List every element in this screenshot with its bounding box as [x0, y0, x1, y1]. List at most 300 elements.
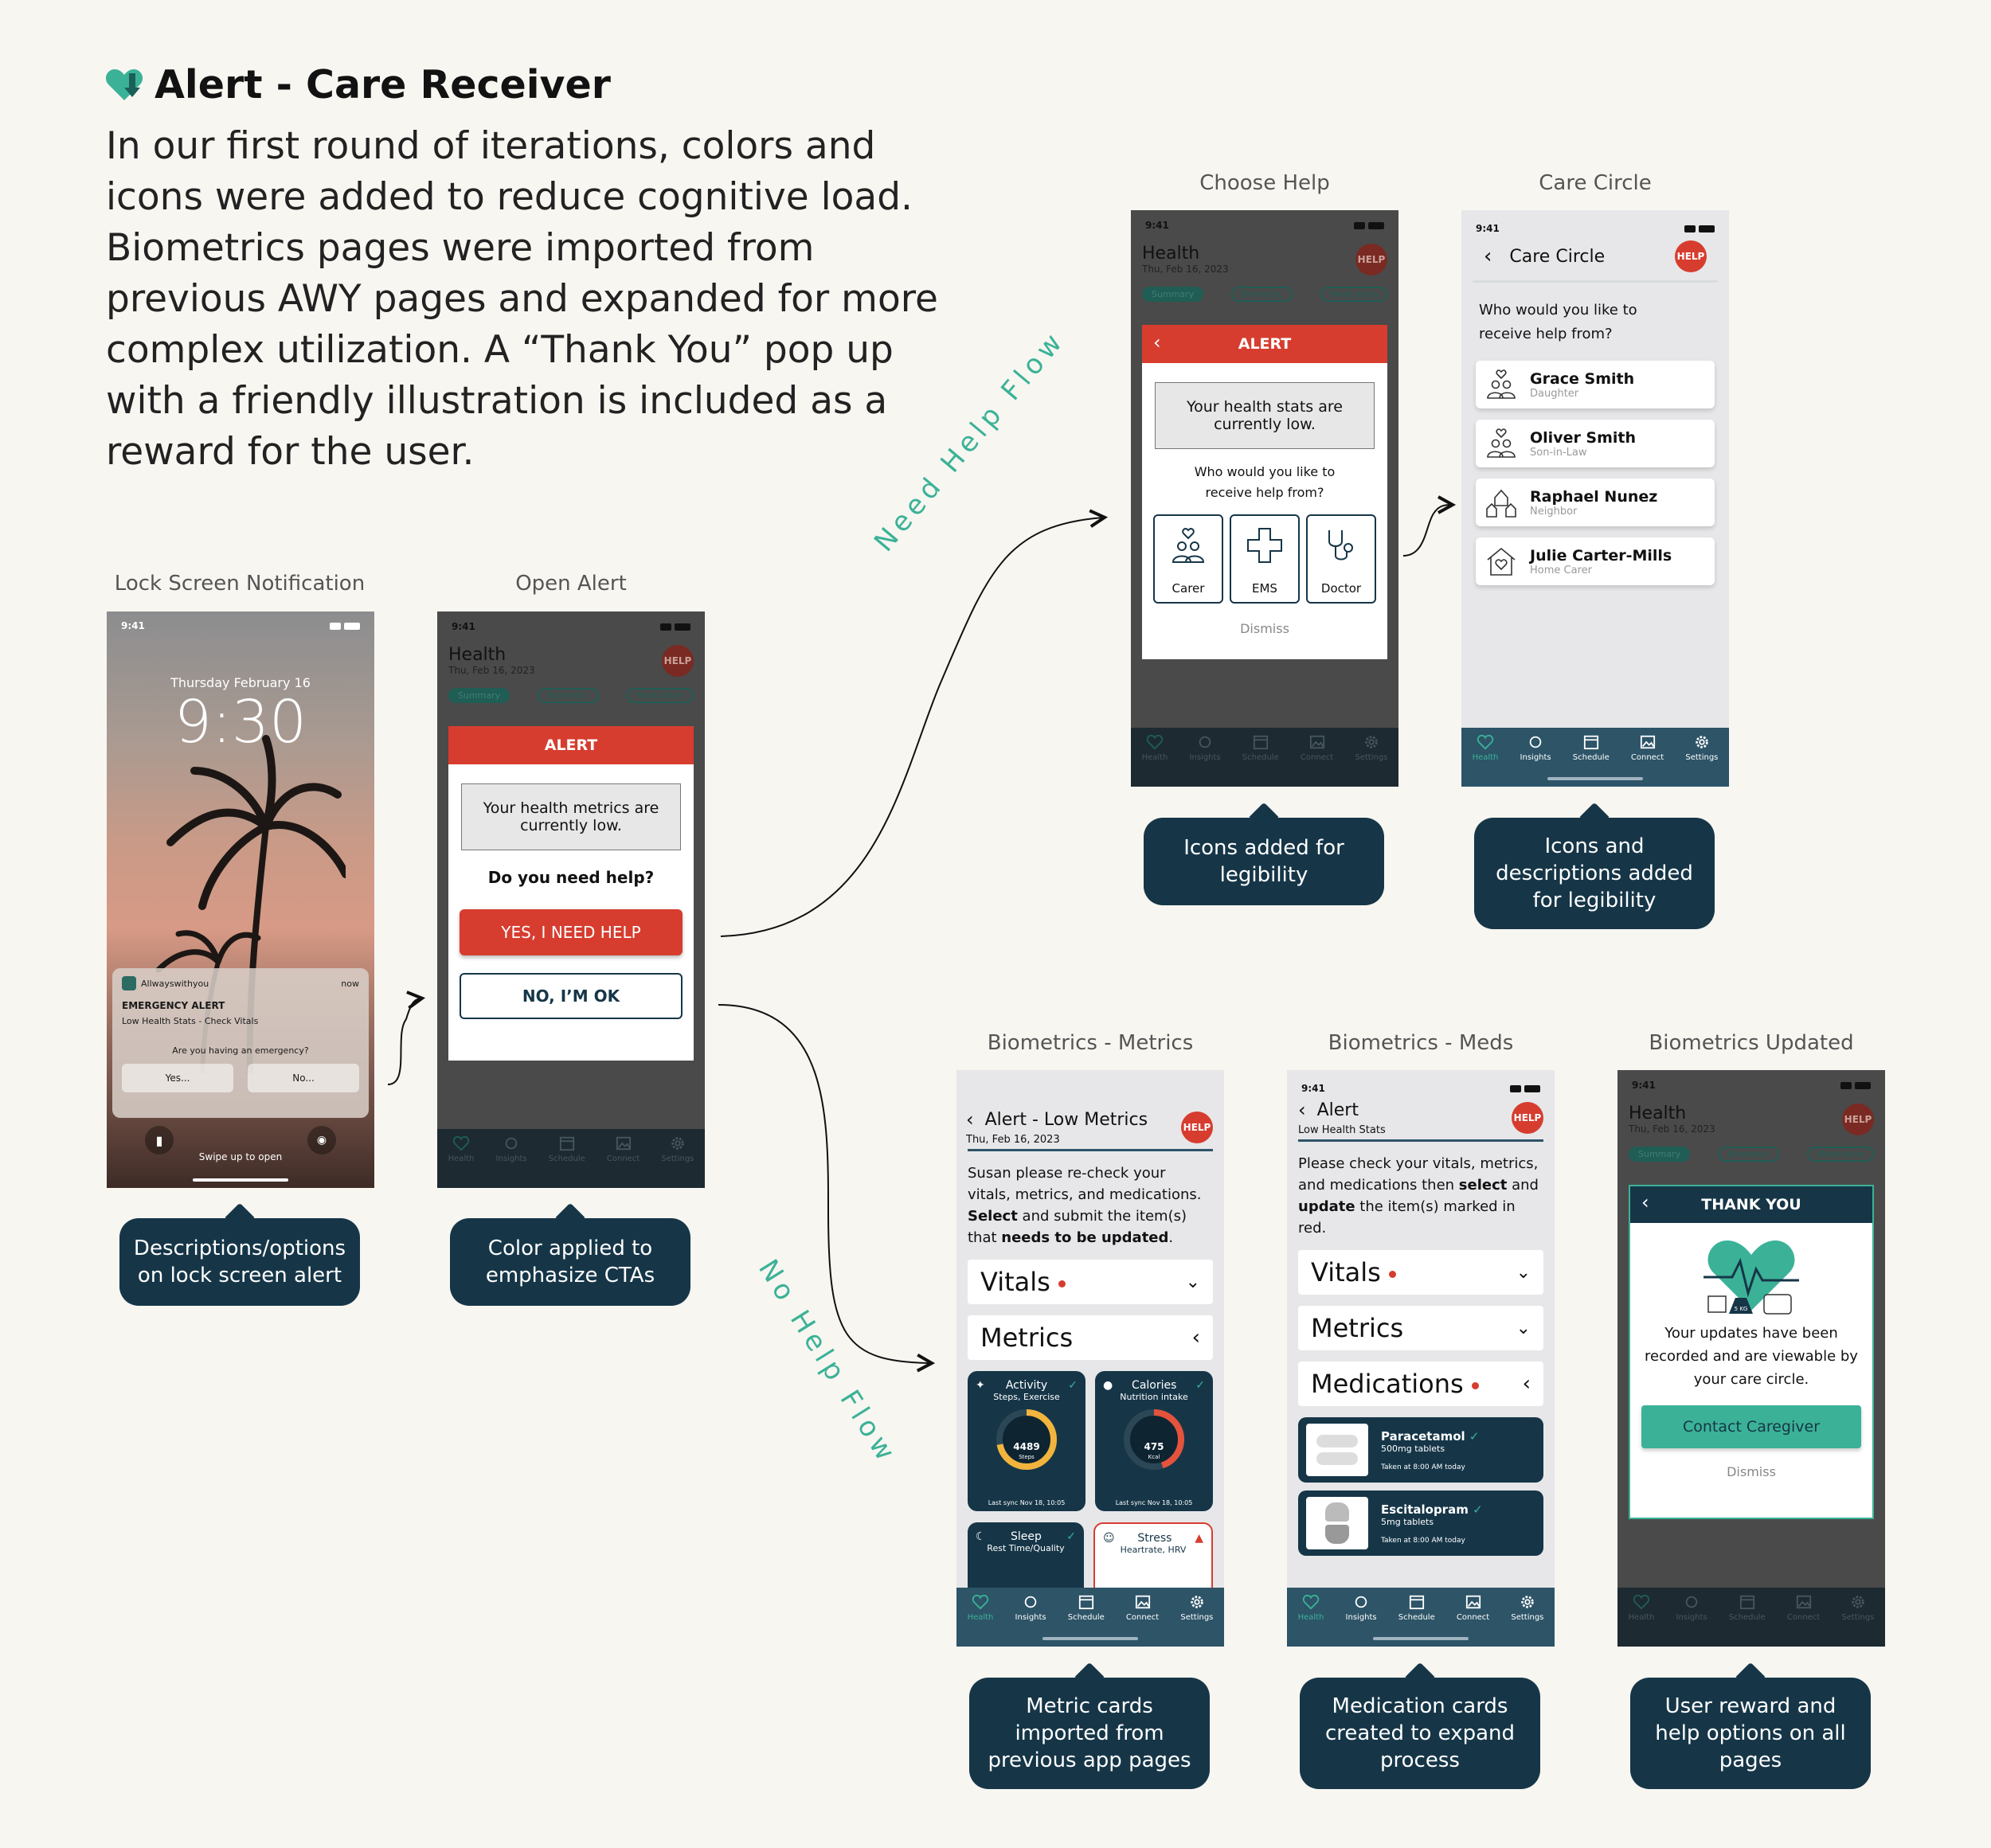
tab-label: Connect: [1786, 1613, 1821, 1622]
metric-name: Activity: [1005, 1379, 1048, 1392]
gear-icon: [1849, 1594, 1867, 1610]
status-icons: [330, 623, 360, 630]
message-bold: update: [1298, 1198, 1355, 1215]
tab-bar: [437, 1129, 705, 1188]
med-taken: Taken at 8:00 AM today: [1381, 1536, 1465, 1545]
health-date: Thu, Feb 16, 2023: [1142, 264, 1229, 275]
meds-message: [1287, 1142, 1555, 1250]
status-time: 9:41: [1301, 1083, 1325, 1094]
need-help-flow-label: Need Help Flow: [868, 324, 1072, 558]
image-icon: [1639, 734, 1657, 750]
choose-help-callout: Icons added for legibility: [1144, 818, 1384, 905]
metric-sync: Last sync Nov 18, 10:05: [1115, 1499, 1193, 1506]
tab-connect[interactable]: [607, 1135, 640, 1163]
emergency-notification[interactable]: [112, 968, 369, 1118]
tab-schedule[interactable]: [549, 1135, 585, 1163]
health-date: Thu, Feb 16, 2023: [1629, 1123, 1715, 1135]
vitals-accordion[interactable]: [968, 1260, 1213, 1304]
gear-icon: [669, 1135, 686, 1151]
tab-health[interactable]: [1142, 734, 1168, 762]
tab-schedule[interactable]: [1573, 734, 1610, 762]
camera-icon[interactable]: ◉: [307, 1126, 336, 1155]
tab-settings[interactable]: [1841, 1594, 1874, 1622]
tab-pills: [1617, 1135, 1885, 1162]
tab-label: Schedule: [548, 1155, 585, 1163]
metrics-date: Thu, Feb 16, 2023: [966, 1134, 1060, 1146]
help-button[interactable]: HELP: [1512, 1102, 1543, 1134]
people-icon: [1485, 369, 1517, 400]
health-title: Health: [1629, 1104, 1687, 1123]
alert-dot: [1058, 1280, 1066, 1287]
meds-phone: [1287, 1070, 1555, 1647]
choose-help-modal: [1142, 325, 1387, 659]
pill-biometric[interactable]: Biometric: [1231, 287, 1293, 302]
pill-capsule-image: [1306, 1497, 1368, 1549]
lock-clock: 9:30: [174, 688, 307, 756]
person-name: Julie Carter-Mills: [1530, 546, 1672, 565]
pill-medication[interactable]: Medication: [1807, 1147, 1874, 1162]
tab-pills: [1131, 275, 1398, 302]
pill-biometric[interactable]: Biometric: [1718, 1147, 1779, 1162]
person-role: Neighbor: [1530, 505, 1578, 518]
pill-summary[interactable]: Summary: [448, 688, 510, 703]
back-chevron-icon[interactable]: ‹: [1484, 244, 1492, 268]
message-text: the item(s) marked in red.: [1298, 1198, 1516, 1237]
tab-schedule[interactable]: [1242, 734, 1279, 762]
open-alert-phone: [437, 611, 705, 1188]
lock-screen-phone: [107, 611, 374, 1188]
lock-screen-title: Lock Screen Notification: [114, 572, 366, 596]
health-title: Health: [448, 645, 507, 665]
status-icons: [1840, 1082, 1871, 1089]
metrics-message: [956, 1151, 1224, 1260]
page-title: Alert - Care Receiver: [155, 62, 611, 107]
metrics-accordion[interactable]: [968, 1315, 1213, 1360]
message-bold: Select: [968, 1208, 1018, 1225]
message-text: Please check your vitals, metrics, and medications then: [1298, 1155, 1539, 1194]
dismiss-link[interactable]: Dismiss: [1727, 1464, 1776, 1479]
calendar-icon: [1078, 1594, 1095, 1610]
gear-icon: [1188, 1594, 1206, 1610]
tab-insights[interactable]: [1676, 1594, 1707, 1622]
pill-summary[interactable]: Summary: [1629, 1147, 1690, 1162]
help-button[interactable]: HELP: [1181, 1112, 1213, 1143]
metrics-phone: [956, 1070, 1224, 1647]
tab-schedule[interactable]: [1729, 1594, 1766, 1622]
check-icon: ✓: [1195, 1379, 1205, 1392]
alert-modal: [448, 726, 694, 1061]
metric-unit: Steps: [1019, 1454, 1035, 1460]
tab-settings[interactable]: [661, 1135, 694, 1163]
thank-you-modal: [1629, 1185, 1874, 1519]
care-person-card[interactable]: [1476, 420, 1715, 467]
tab-settings[interactable]: [1180, 1594, 1213, 1622]
intro-paragraph: In our first round of iterations, colors and icons were added to reduce cognitive load. Biometrics pages were imported from previous AWY pages and expanded for more complex utilization. A “Thank You” pop up with a friendly illustration is included as a reward for the user.: [106, 124, 938, 474]
calories-ring: [1120, 1405, 1188, 1474]
metrics-callout: Metric cards imported from previous app pages: [969, 1678, 1210, 1789]
heart-icon: [1633, 1594, 1650, 1610]
med-dose: 500mg tablets: [1381, 1443, 1445, 1454]
tab-label: Schedule: [1242, 753, 1279, 762]
accordion-label: Metrics: [980, 1323, 1074, 1353]
care-circle-heading: Care Circle: [1509, 246, 1606, 267]
metrics-accordion[interactable]: [1298, 1306, 1543, 1350]
med-dose: 5mg tablets: [1381, 1516, 1434, 1527]
chevron-down-icon: ⌄: [1516, 1262, 1531, 1283]
tab-label: Insights: [1189, 753, 1221, 762]
smiley-icon: ☺: [1103, 1532, 1115, 1545]
tab-health[interactable]: [1629, 1594, 1655, 1622]
connector-no-help: [718, 1005, 930, 1363]
thank-you-header: THANK YOU: [1701, 1196, 1801, 1213]
calendar-icon: [1582, 734, 1600, 750]
insights-icon: [503, 1135, 520, 1151]
med-taken: Taken at 8:00 AM today: [1381, 1463, 1465, 1471]
heart-scale-illustration: [1696, 1234, 1807, 1322]
status-icons: [1354, 222, 1384, 229]
med-name: Escitalopram: [1381, 1502, 1469, 1517]
check-icon: ✓: [1469, 1428, 1480, 1444]
person-name: Grace Smith: [1530, 369, 1635, 388]
scale-label: 5 KG: [1734, 1306, 1748, 1312]
heart-icon: [972, 1594, 989, 1610]
tab-bar: [1131, 728, 1398, 787]
swipe-hint: Swipe up to open: [198, 1151, 283, 1162]
app-icon: [122, 976, 136, 990]
tab-label: Health: [448, 1155, 475, 1163]
care-person-card[interactable]: [1476, 537, 1715, 585]
chevron-down-icon: ⌄: [1185, 1272, 1200, 1292]
tab-connect[interactable]: [1457, 1594, 1489, 1622]
status-time: 9:41: [1476, 223, 1500, 234]
health-date: Thu, Feb 16, 2023: [448, 665, 535, 676]
lock-date: Thursday February 16: [170, 675, 311, 690]
home-indicator[interactable]: [193, 1178, 288, 1182]
calendar-icon: [1739, 1594, 1756, 1610]
option-label: Doctor: [1320, 581, 1362, 596]
image-icon: [1134, 1594, 1152, 1610]
med-name: Paracetamol: [1381, 1428, 1465, 1444]
pill-summary[interactable]: Summary: [1142, 287, 1203, 302]
no-help-flow-label: No Help Flow: [752, 1254, 904, 1471]
accordion-label: Medications: [1311, 1369, 1464, 1399]
tab-schedule[interactable]: [1068, 1594, 1105, 1622]
alert-dot: [1389, 1271, 1396, 1278]
metric-name: Calories: [1132, 1379, 1177, 1392]
metric-value: 475: [1144, 1441, 1164, 1452]
medications-accordion[interactable]: [1298, 1362, 1543, 1406]
vitals-accordion[interactable]: [1298, 1250, 1543, 1295]
message-text: .: [1168, 1229, 1174, 1246]
notification-yes-button[interactable]: Yes...: [122, 1064, 233, 1092]
tab-health[interactable]: [1298, 1594, 1324, 1622]
tab-label: Health: [1141, 753, 1168, 762]
tab-label: Health: [967, 1613, 994, 1622]
choose-help-title: Choose Help: [1199, 171, 1330, 195]
back-chevron-icon[interactable]: ‹: [1641, 1191, 1649, 1213]
image-icon: [1465, 1594, 1482, 1610]
notification-headline: EMERGENCY ALERT: [122, 1000, 225, 1011]
tab-label: Connect: [1300, 753, 1334, 762]
dismiss-link[interactable]: Dismiss: [1240, 621, 1289, 636]
open-alert-callout: Color applied to emphasize CTAs: [450, 1218, 690, 1306]
lock-screen-callout: Descriptions/options on lock screen alert: [119, 1218, 360, 1306]
home-indicator[interactable]: [1547, 777, 1643, 780]
check-icon: ✓: [1066, 1530, 1076, 1543]
notification-time: now: [341, 978, 359, 989]
status-icons: [1684, 225, 1715, 232]
alert-header-bar: [1142, 325, 1387, 363]
tab-label: Settings: [1355, 753, 1388, 762]
notification-app-name: Allwayswithyou: [141, 978, 209, 989]
insights-icon: [1683, 1594, 1700, 1610]
check-icon: ✓: [1068, 1379, 1078, 1392]
care-circle-phone: [1461, 210, 1729, 787]
carer-option-button[interactable]: [1153, 514, 1223, 604]
tab-insights[interactable]: [1190, 734, 1221, 762]
gear-icon: [1693, 734, 1711, 750]
metric-value: 4489: [1013, 1441, 1040, 1452]
home-indicator[interactable]: [1042, 1637, 1138, 1640]
tab-label: Settings: [1685, 753, 1719, 762]
yes-need-help-button[interactable]: YES, I NEED HELP: [460, 909, 683, 955]
flashlight-icon[interactable]: ▮: [145, 1126, 174, 1155]
calendar-icon: [1252, 734, 1269, 750]
notification-no-button[interactable]: No...: [248, 1064, 359, 1092]
accordion-label: Vitals: [1311, 1257, 1381, 1287]
message-bold: select: [1458, 1177, 1508, 1194]
care-circle-callout: Icons and descriptions added for legibility: [1474, 818, 1715, 929]
tab-label: Schedule: [1572, 753, 1610, 762]
metric-sub: Steps, Exercise: [993, 1392, 1060, 1402]
activity-ring: [992, 1405, 1061, 1474]
option-label: Carer: [1172, 581, 1205, 596]
meds-subheading: Low Health Stats: [1298, 1124, 1386, 1136]
medication-card[interactable]: [1298, 1417, 1543, 1483]
alert-header: ALERT: [1238, 335, 1292, 353]
help-button[interactable]: HELP: [1842, 1104, 1874, 1135]
updated-callout: User reward and help options on all pages: [1630, 1678, 1871, 1789]
activity-icon: ✦: [976, 1379, 985, 1392]
pill-medication[interactable]: Medication: [627, 688, 694, 703]
tab-health[interactable]: [448, 1135, 475, 1163]
status-time: 9:41: [121, 620, 145, 631]
metric-sync: Last sync Nov 18, 10:05: [988, 1499, 1066, 1506]
insights-icon: [1527, 734, 1544, 750]
meds-title: Biometrics - Meds: [1328, 1031, 1514, 1055]
person-name: Oliver Smith: [1530, 428, 1637, 447]
thank-you-header-bar: [1630, 1186, 1872, 1223]
activity-card[interactable]: [968, 1371, 1085, 1511]
tab-label: Schedule: [1398, 1613, 1435, 1622]
status-icons: [660, 623, 690, 631]
neighborhood-icon: [1485, 486, 1517, 518]
medication-card[interactable]: [1298, 1491, 1543, 1556]
metric-card-row: [956, 1371, 1224, 1511]
doctor-option-button[interactable]: [1306, 514, 1376, 604]
metric-name: Sleep: [1010, 1530, 1042, 1543]
thank-you-message: Your updates have been recorded and are viewable by your care circle.: [1645, 1325, 1858, 1388]
tab-label: Settings: [1511, 1613, 1544, 1622]
pill-medication[interactable]: Medication: [1320, 287, 1387, 302]
home-heart-icon: [1485, 545, 1517, 577]
tab-label: Schedule: [1067, 1613, 1105, 1622]
metric-unit: Kcal: [1148, 1454, 1160, 1460]
updated-phone: [1617, 1070, 1885, 1647]
calories-card[interactable]: [1095, 1371, 1213, 1511]
metrics-title: Biometrics - Metrics: [987, 1031, 1194, 1055]
pill-tablets-image: [1306, 1424, 1368, 1476]
gear-icon: [1519, 1594, 1536, 1610]
tab-label: Insights: [495, 1155, 527, 1163]
tab-pills: [437, 677, 705, 703]
person-name: Raphael Nunez: [1530, 487, 1658, 506]
tab-connect[interactable]: [1301, 734, 1333, 762]
tab-insights[interactable]: [1015, 1594, 1046, 1622]
tab-label: Connect: [1125, 1613, 1160, 1622]
insights-icon: [1352, 1594, 1370, 1610]
person-role: Daughter: [1530, 387, 1579, 400]
status-time: 9:41: [1145, 220, 1169, 231]
back-chevron-icon[interactable]: ‹: [1153, 331, 1161, 354]
meds-callout: Medication cards created to expand process: [1300, 1678, 1540, 1789]
heart-icon: [1302, 1594, 1320, 1610]
message-text: and submit the item(s) that: [968, 1208, 1187, 1246]
heart-icon: [1477, 734, 1494, 750]
back-chevron-icon[interactable]: ‹: [966, 1108, 974, 1131]
connector-need-help: [721, 518, 1103, 936]
accordion-label: Vitals: [980, 1267, 1050, 1297]
tab-label: Health: [1628, 1613, 1655, 1622]
tab-label: Health: [1297, 1613, 1324, 1622]
metric-sub: Nutrition intake: [1120, 1392, 1188, 1402]
tab-label: Connect: [1630, 753, 1664, 762]
meds-heading: Alert: [1316, 1100, 1359, 1120]
care-circle-question: Who would you like to receive help from?: [1479, 302, 1637, 342]
person-role: Son-in-Law: [1530, 446, 1587, 459]
tab-insights[interactable]: [496, 1135, 527, 1163]
contact-caregiver-button[interactable]: Contact Caregiver: [1641, 1405, 1861, 1448]
tab-label: Settings: [661, 1155, 694, 1163]
tab-health[interactable]: [1473, 734, 1499, 762]
medical-cross-icon: [1246, 527, 1283, 564]
flame-icon: ●: [1103, 1379, 1113, 1392]
ems-option-button[interactable]: [1230, 514, 1300, 604]
back-chevron-icon[interactable]: ‹: [1298, 1099, 1306, 1121]
care-circle-title: Care Circle: [1539, 171, 1652, 195]
care-person-card[interactable]: [1476, 479, 1715, 526]
alert-message: Your health metrics are currently low.: [461, 783, 681, 850]
connector-choose-to-circle: [1403, 505, 1451, 556]
calendar-icon: [558, 1135, 576, 1151]
heart-icon: [452, 1135, 470, 1151]
tab-settings[interactable]: [1511, 1594, 1543, 1622]
person-role: Home Carer: [1530, 564, 1592, 576]
tab-label: Insights: [1520, 753, 1551, 762]
tab-settings[interactable]: [1355, 734, 1387, 762]
metric-sub: Rest Time/Quality: [987, 1543, 1065, 1553]
pill-biometric[interactable]: Biometric: [538, 688, 599, 703]
moon-icon: ☾: [976, 1530, 986, 1543]
tab-connect[interactable]: [1787, 1594, 1820, 1622]
tab-label: Settings: [1180, 1613, 1214, 1622]
people-icon: [1485, 428, 1517, 459]
alert-question: Who would you like to receive help from?: [1194, 464, 1336, 500]
updated-title: Biometrics Updated: [1649, 1031, 1854, 1055]
no-im-ok-button[interactable]: NO, I’M OK: [460, 973, 683, 1019]
stethoscope-icon: [1323, 527, 1359, 564]
message-text: Susan please re-check your vitals, metrics, and medications.: [968, 1165, 1202, 1203]
alert-dot: [1472, 1382, 1479, 1389]
message-text: and: [1507, 1177, 1539, 1194]
tab-label: Health: [1472, 753, 1499, 762]
care-person-card[interactable]: [1476, 361, 1715, 408]
help-button[interactable]: HELP: [1675, 240, 1707, 272]
carer-icon: [1170, 527, 1207, 565]
tab-schedule[interactable]: [1398, 1594, 1435, 1622]
tab-bar: [1617, 1588, 1885, 1647]
option-label: EMS: [1252, 581, 1277, 596]
tab-label: Connect: [606, 1155, 640, 1163]
message-bold: needs to be updated: [1001, 1229, 1169, 1246]
gear-icon: [1363, 734, 1380, 750]
alert-header: ALERT: [448, 726, 694, 764]
open-alert-title: Open Alert: [515, 572, 627, 596]
connector-lock-to-alert: [388, 998, 420, 1084]
metric-sub: Heartrate, HRV: [1120, 1545, 1187, 1555]
accordion-label: Metrics: [1311, 1313, 1404, 1343]
tab-label: Insights: [1015, 1613, 1046, 1622]
notification-question: Are you having an emergency?: [172, 1045, 309, 1056]
tab-connect[interactable]: [1631, 734, 1664, 762]
help-button[interactable]: HELP: [1355, 244, 1387, 275]
tab-label: Settings: [1841, 1613, 1875, 1622]
tab-settings[interactable]: [1685, 734, 1718, 762]
image-icon: [1795, 1594, 1813, 1610]
tab-insights[interactable]: [1346, 1594, 1377, 1622]
metric-name: Stress: [1137, 1532, 1172, 1545]
tab-connect[interactable]: [1126, 1594, 1159, 1622]
tab-label: Connect: [1456, 1613, 1490, 1622]
tab-label: Insights: [1676, 1613, 1707, 1622]
metrics-heading: Alert - Low Metrics: [984, 1109, 1148, 1130]
home-indicator[interactable]: [1373, 1637, 1469, 1640]
tab-insights[interactable]: [1520, 734, 1551, 762]
alert-question: Do you need help?: [487, 868, 655, 887]
help-button[interactable]: HELP: [662, 645, 694, 677]
heart-icon: [1146, 734, 1164, 750]
notification-body: Low Health Stats - Check Vitals: [122, 1016, 259, 1026]
chevron-left-icon: ‹: [1522, 1372, 1531, 1396]
chevron-down-icon: ⌄: [1516, 1318, 1531, 1338]
tab-health[interactable]: [968, 1594, 994, 1622]
image-icon: [1308, 734, 1326, 750]
status-time: 9:41: [1632, 1080, 1656, 1091]
alert-message: Your health stats are currently low.: [1155, 382, 1375, 449]
insights-icon: [1196, 734, 1214, 750]
tab-label: Schedule: [1728, 1613, 1766, 1622]
image-icon: [615, 1135, 632, 1151]
health-title: Health: [1142, 244, 1200, 264]
check-icon: ✓: [1473, 1502, 1483, 1517]
calendar-icon: [1408, 1594, 1426, 1610]
chevron-left-icon: ‹: [1191, 1326, 1200, 1350]
insights-icon: [1022, 1594, 1039, 1610]
warning-icon: ▲: [1195, 1532, 1203, 1545]
status-icons: [1510, 1085, 1540, 1092]
choose-help-phone: [1131, 210, 1398, 787]
status-time: 9:41: [452, 621, 475, 632]
